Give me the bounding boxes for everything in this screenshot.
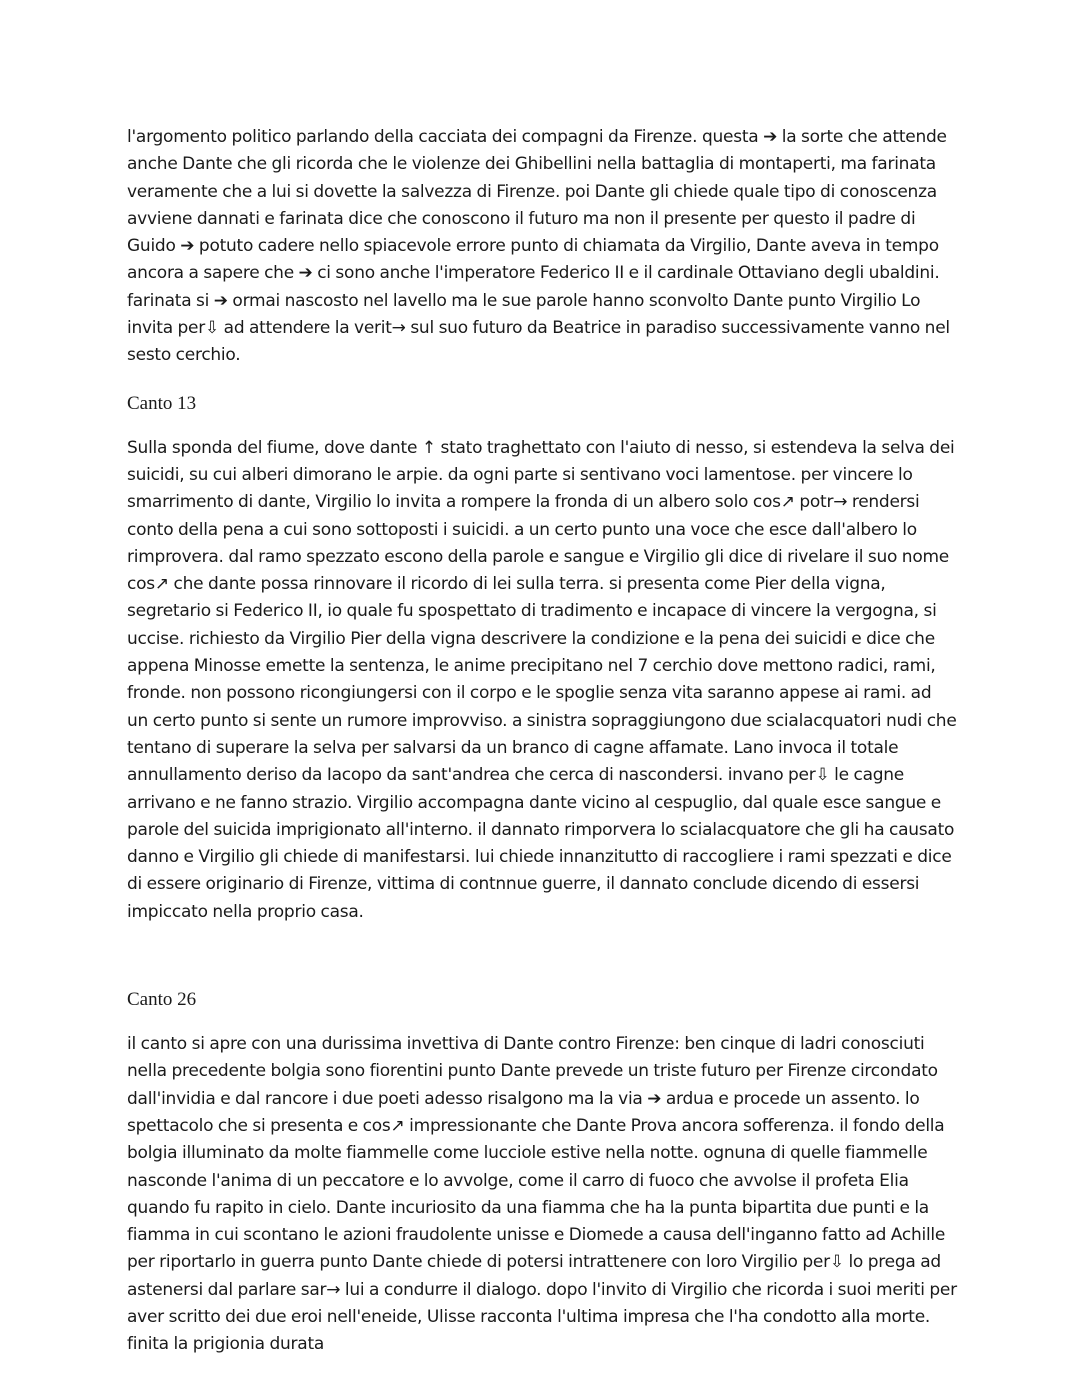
- paragraph-intro: l'argomento politico parlando della cacciata dei compagni da Firenze. questa ➔ la sorte che attende anche Dante che gli ricorda che le violenze dei Ghibellini nella battaglia di montaperti, ma farinata veramente che a lui si dovette la salvezza di Firenze. poi Dante gli chiede quale tipo di conoscenza avviene dannati e farinata dice che conoscono il futuro ma non il presente per questo il padre di Guido ➔ potuto cadere nello spiacevole errore punto di chiamata da Virgilio, Dante aveva in tempo ancora a sapere che ➔ ci sono anche l'imperatore Federico II e il cardinale Ottaviano degli ubaldini. farinata si ➔ ormai nascosto nel lavello ma le sue parole hanno sconvolto Dante punto Virgilio Lo invita per⇩ ad attendere la verit→ sul suo futuro da Beatrice in paradiso successivamente vanno nel sesto cerchio.: [127, 127, 950, 366]
- paragraph-canto-26: il canto si apre con una durissima invettiva di Dante contro Firenze: ben cinque di ladri conosciuti nella precedente bolgia sono fiorentini punto Dante prevede un triste futuro per Firenze circondato dall'invidia e dal rancore i due poeti adesso risalgono ma la via ➔ ardua e procede un assento. lo spettacolo che si presenta e cos↗ impressionante che Dante Prova ancora sofferenza. il fondo della bolgia illuminato da molte fiammelle come lucciole estive nella notte. ognuna di quelle fiammelle nasconde l'anima di un peccatore e lo avvolge, come il carro di fuoco che avvolse il profeta Elia quando fu rapito in cielo. Dante incuriosito da una fiamma che ha la punta bipartita due punti e la fiamma in cui scontano le azioni fraudolente unisse e Diomede a causa dell'inganno fatto ad Achille per riportarlo in guerra punto Dante chiede di potersi intrattenere con loro Virgilio per⇩ lo prega ad astenersi dal parlare sar→ lui a condurre il dialogo. dopo l'invito di Virgilio che ricorda i suoi meriti per aver scritto dei due eroi nell'eneide, Ulisse racconta l'ultima impresa che l'ha condotto alla morte. finita la prigionia durata: [127, 1034, 957, 1355]
- document-page: [127, 124, 957, 1359]
- heading-canto-13: Canto 13: [127, 392, 197, 414]
- paragraph-canto-13: Sulla sponda del fiume, dove dante ↑ stato traghettato con l'aiuto di nesso, si estendeva la selva dei suicidi, su cui alberi dimorano le arpie. da ogni parte si sentivano voci lamentose. per vincere lo smarrimento di dante, Virgilio lo invita a rompere la fronda di un albero solo cos↗ potr→ rendersi conto della pena a cui sono sottoposti i suicidi. a un certo punto una voce che esce dall'albero lo rimprovera. dal ramo spezzato escono della parole e sangue e Virgilio gli dice di rivelare il suo nome cos↗ che dante possa rinnovare il ricordo di lei sulla terra. si presenta come Pier della vigna, segretario si Federico II, io quale fu spospettato di tradimento e incapace di vincere la vergogna, si uccise. richiesto da Virgilio Pier della vigna descrivere la condizione e la pena dei suicidi e dice che appena Minosse emette la sentenza, le anime precipitano nel 7 cerchio dove mettono radici, rami, fronde. non possono ricongiungersi con il corpo e le spoglie senza vita saranno appese ai rami. ad un certo punto si sente un rumore improvviso. a sinistra sopraggiungono due scialacquatori nudi che tentano di superare la selva per salvarsi da un branco di cagne affamate. Lano invoca il totale annullamento deriso da Iacopo da sant'andrea che cerca di nascondersi. invano per⇩ le cagne arrivano e ne fanno strazio. Virgilio accompagna dante vicino al cespuglio, dal quale esce sangue e parole del suicida imprigionato all'interno. il dannato rimporvera lo scialacquatore che gli ha causato danno e Virgilio gli chiede di manifestarsi. lui chiede innanzitutto di raccogliere i rami spezzati e dice di essere originario di Firenze, vittima di contnnue guerre, il dannato conclude dicendo di essersi impiccato nella proprio casa.: [127, 437, 957, 922]
- heading-canto-26: Canto 26: [127, 989, 197, 1011]
